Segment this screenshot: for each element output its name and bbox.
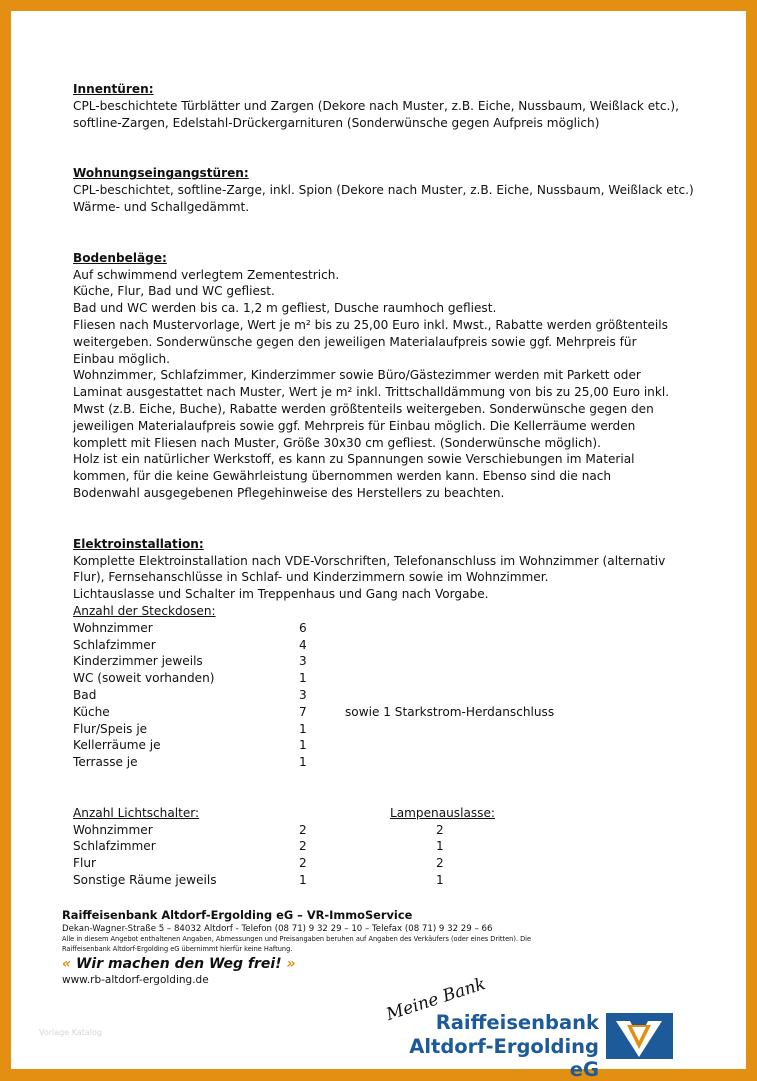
text-line: CPL-beschichtete Türblätter und Zargen (Dekore nach Muster, z.B. Eiche, Nussbaum, Weißlack etc.),	[73, 98, 679, 113]
room-cell: Schlafzimmer	[73, 839, 156, 854]
room-cell: Bad	[73, 687, 97, 702]
table-row	[73, 721, 713, 738]
room-cell: Küche	[73, 704, 110, 719]
count-cell: 3	[299, 687, 307, 702]
room-cell: Sonstige Räume jeweils	[73, 873, 217, 888]
text-line: Bodenwahl ausgegebenen Pflegehinweise des Herstellers zu beachten.	[73, 485, 505, 500]
table-row	[73, 855, 713, 872]
text-line: Holz ist ein natürlicher Werkstoff, es kann zu Spannungen sowie Verschiebungen im Material	[73, 452, 635, 467]
footer-disclaimer: Raiffeisenbank Altdorf-Ergolding eG übernimmt hierfür keine Haftung.	[62, 944, 293, 953]
section-heading: Elektroinstallation:	[73, 536, 204, 551]
room-cell: Wohnzimmer	[73, 620, 153, 635]
slogan-text: Wir machen den Weg frei!	[75, 956, 282, 972]
section-elektro	[73, 536, 713, 889]
text-line: weitergeben. Sonderwünsche gegen den jeweiligen Materialaufpreis sowie ggf. Mehrpreis für	[73, 334, 637, 349]
table-row	[73, 737, 713, 754]
table-row	[73, 670, 713, 687]
section-heading: Innentüren:	[73, 82, 154, 96]
room-cell: Wohnzimmer	[73, 822, 153, 837]
text-line: jeweiligen Materialaufpreis sowie ggf. Mehrpreis für Einbau möglich. Die Kellerräume werden	[73, 418, 636, 433]
slogan	[62, 955, 702, 973]
text-line: CPL-beschichtet, softline-Zarge, inkl. Spion (Dekore nach Muster, z.B. Eiche, Nussbaum, Weißlack etc.)	[73, 183, 694, 198]
switch-cell: 2	[299, 822, 307, 837]
room-cell: Schlafzimmer	[73, 637, 156, 652]
table-row	[73, 872, 713, 889]
text-line: kommen, für die keine Gewährleistung übernommen werden kann. Ebenso sind die nach	[73, 469, 612, 484]
room-cell: Flur	[73, 856, 96, 871]
lamp-cell: 2	[436, 822, 444, 837]
count-cell: 1	[299, 755, 307, 770]
text-line: Fliesen nach Mustervorlage, Wert je m² bis zu 25,00 Euro inkl. Mwst., Rabatte werden größtenteils	[73, 317, 668, 332]
text-line: Küche, Flur, Bad und WC gefliest.	[73, 284, 275, 299]
bank-logo	[376, 974, 676, 1081]
text-line: Auf schwimmend verlegtem Zementestrich.	[73, 267, 340, 282]
text-line: Laminat ausgestattet nach Muster, Wert je m² inkl. Trittschalldämmung von bis zu 25,00 Euro inkl.	[73, 385, 670, 400]
table-header-row	[73, 805, 713, 822]
table-row	[73, 637, 713, 654]
count-cell: 3	[299, 654, 307, 669]
text-line: Mwst (z.B. Eiche, Buche), Rabatte werden größtenteils weitergeben. Sonderwünsche gegen den	[73, 401, 654, 416]
text-line: Wohnzimmer, Schlafzimmer, Kinderzimmer sowie Büro/Gästezimmer werden mit Parkett oder	[73, 368, 641, 383]
room-cell: Flur/Speis je	[73, 721, 148, 736]
quote-open: «	[62, 956, 72, 972]
footer-address: Dekan-Wagner-Straße 5 – 84032 Altdorf - Telefon (08 71) 9 32 29 – 10 – Telefax (08 71) 9 32 29 – 66	[62, 924, 493, 934]
section-wohnungseingang	[73, 165, 713, 215]
lamp-cell: 2	[436, 856, 444, 871]
switch-cell: 2	[299, 839, 307, 854]
quote-close: »	[286, 956, 296, 972]
section-innentueren	[73, 81, 713, 131]
room-cell: Terrasse je	[73, 755, 138, 770]
footer-disclaimer: Alle in diesem Angebot enthaltenen Angaben, Abmessungen und Preisangaben beruhen auf Angaben des Verkäufers (oder eines Dritten). Die	[62, 935, 532, 943]
room-cell: WC (soweit vorhanden)	[73, 671, 215, 686]
table-row	[73, 822, 713, 839]
steckdosen-heading: Anzahl der Steckdosen:	[73, 603, 216, 618]
text-line: komplett mit Fliesen nach Muster, Größe 30x30 cm gefliest. (Sonderwünsche möglich).	[73, 435, 601, 450]
table-row	[73, 838, 713, 855]
text-line: Flur), Fernsehanschlüsse in Schlaf- und Kinderzimmern sowie im Wohnzimmer.	[73, 570, 549, 585]
count-cell: 6	[299, 620, 307, 635]
switch-cell: 2	[299, 856, 307, 871]
room-cell: Kinderzimmer jeweils	[73, 654, 203, 669]
count-cell: 1	[299, 738, 307, 753]
count-cell: 1	[299, 721, 307, 736]
table-row	[73, 704, 713, 721]
text-line: Bad und WC werden bis ca. 1,2 m gefliest, Dusche raumhoch gefliest.	[73, 301, 497, 316]
text-line: Lichtauslasse und Schalter im Treppenhaus und Gang nach Vorgabe.	[73, 587, 489, 602]
table-row	[73, 687, 713, 704]
table-row	[73, 754, 713, 771]
raiffeisen-mark-icon	[606, 1013, 673, 1059]
footer-title: Raiffeisenbank Altdorf-Ergolding eG – VR-ImmoService	[62, 908, 413, 922]
room-cell: Kellerräume je	[73, 738, 161, 753]
logo-name-line1: Raiffeisenbank	[435, 1011, 599, 1034]
table-row	[73, 653, 713, 670]
count-cell: 4	[299, 637, 307, 652]
lamp-cell: 1	[436, 839, 444, 854]
lichtschalter-heading: Anzahl Lichtschalter:	[73, 805, 200, 820]
footer	[62, 908, 702, 987]
table-row	[73, 620, 713, 637]
section-bodenbelaege	[73, 250, 713, 502]
logo-tagline: Meine Bank	[383, 974, 489, 1025]
text-line: softline-Zargen, Edelstahl-Drückergarnituren (Sonderwünsche gegen Aufpreis möglich)	[73, 115, 600, 130]
switch-cell: 1	[299, 873, 307, 888]
watermark-text: Vorlage Katalog	[39, 1028, 102, 1037]
text-line: Wärme- und Schallgedämmt.	[73, 199, 250, 214]
steckdosen-table	[73, 620, 713, 771]
lampen-heading: Lampenauslasse:	[390, 805, 495, 820]
text-line: Einbau möglich.	[73, 351, 170, 366]
lamp-cell: 1	[436, 873, 444, 888]
text-line: Komplette Elektroinstallation nach VDE-Vorschriften, Telefonanschluss im Wohnzimmer (alternativ	[73, 553, 666, 568]
count-cell: 7	[299, 704, 307, 719]
section-heading: Bodenbeläge:	[73, 250, 167, 265]
section-heading: Wohnungseingangstüren:	[73, 166, 249, 181]
count-cell: 1	[299, 671, 307, 686]
logo-name-line2: Altdorf-Ergolding eG	[409, 1035, 599, 1081]
note-cell: sowie 1 Starkstrom-Herdanschluss	[345, 704, 555, 719]
website-link[interactable]: www.rb-altdorf-ergolding.de	[62, 974, 209, 986]
lichtschalter-table	[73, 805, 713, 889]
document-body	[73, 81, 713, 889]
